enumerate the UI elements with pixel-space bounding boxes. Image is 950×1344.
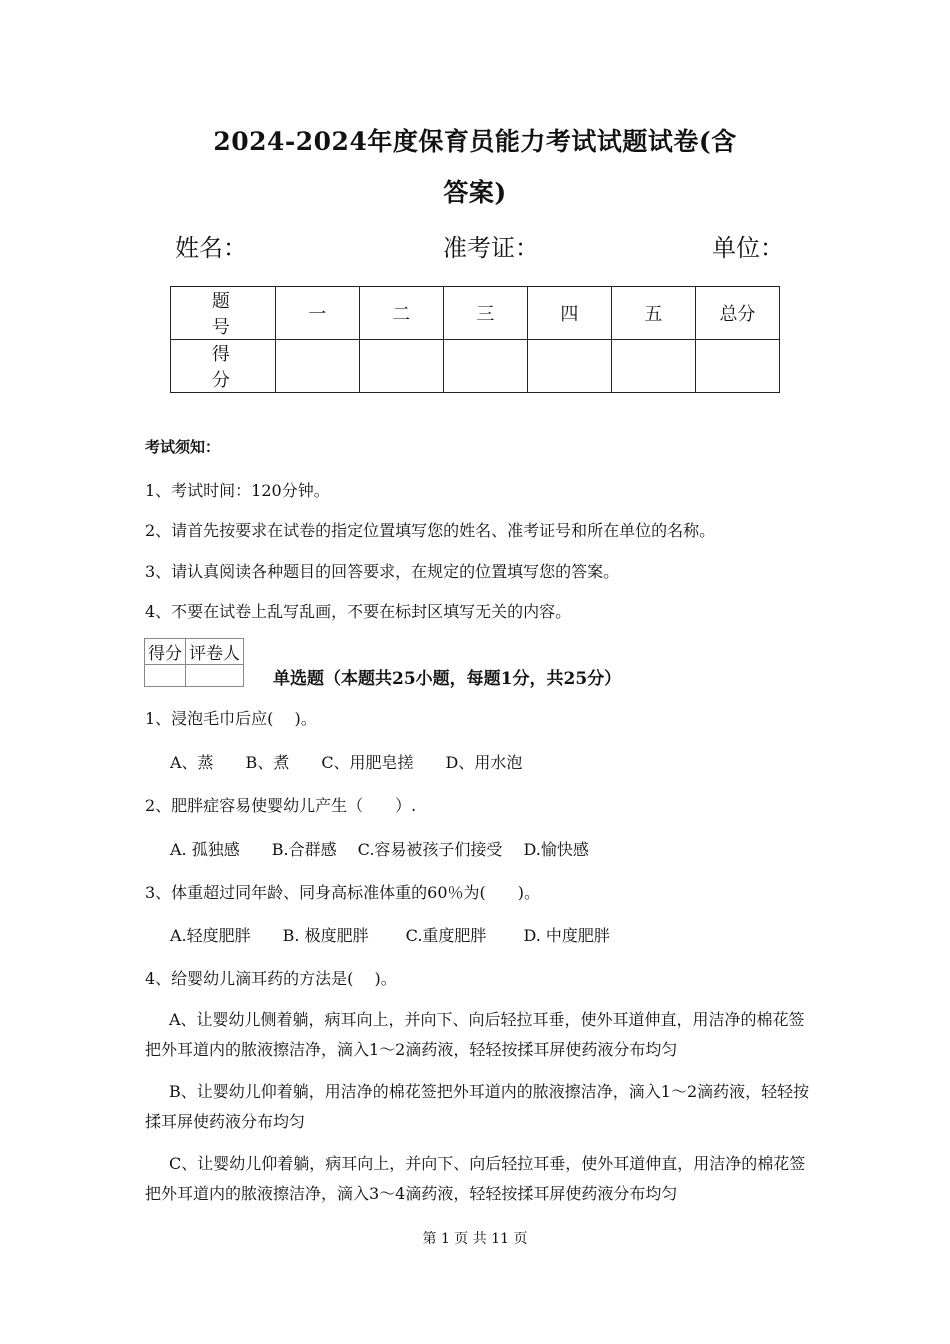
question-4-option-b: B、让婴幼儿仰着躺，用洁净的棉花签把外耳道内的脓液擦洁净，滴入1～2滴药液，轻轻按揉耳屏使药液分布均匀 [145, 1082, 810, 1131]
question-1-options: A、蒸 B、煮 C、用肥皂搓 D、用水泡 [170, 753, 523, 772]
score-row-label: 得 分 [171, 340, 276, 393]
score-cell[interactable] [443, 340, 527, 393]
grader-box [144, 638, 244, 687]
unit-label: 单位： [712, 234, 784, 262]
grader-reviewer-label: 评卷人 [186, 639, 244, 665]
question-4: 4、给婴幼儿滴耳药的方法是( )。 [145, 969, 397, 988]
notice-item: 3、请认真阅读各种题目的回答要求，在规定的位置填写您的答案。 [145, 562, 620, 581]
question-2-options: A. 孤独感 B.合群感 C.容易被孩子们接受 D.愉快感 [170, 840, 589, 859]
score-table-score-row [171, 340, 780, 393]
page-title-continued: 答案) [443, 178, 507, 207]
score-header-cell: 五 [611, 287, 695, 340]
page-footer: 第 1 页 共 11 页 [422, 1231, 528, 1247]
section-title: 单选题（本题共25小题，每题1分，共25分） [273, 669, 622, 689]
score-table-header-row [171, 287, 780, 340]
grader-score-label: 得分 [145, 639, 186, 665]
score-header-cell: 总分 [695, 287, 779, 340]
score-header-cell: 三 [443, 287, 527, 340]
score-header-cell: 四 [527, 287, 611, 340]
question-3: 3、体重超过同年龄、同身高标准体重的60％为( )。 [145, 883, 541, 902]
question-2: 2、肥胖症容易使婴幼儿产生（ ）. [145, 796, 417, 815]
grader-score-cell[interactable] [145, 665, 186, 687]
question-4-option-c: C、让婴幼儿仰着躺，病耳向上，并向下、向后轻拉耳垂，使外耳道伸直，用洁净的棉花签把外耳道内的脓液擦洁净，滴入3～4滴药液，轻轻按揉耳屏使药液分布均匀 [145, 1154, 806, 1203]
notice-item: 4、不要在试卷上乱写乱画，不要在标封区填写无关的内容。 [145, 602, 572, 621]
score-header-cell: 一 [275, 287, 359, 340]
question-4-option-a: A、让婴幼儿侧着躺，病耳向上，并向下、向后轻拉耳垂，使外耳道伸直，用洁净的棉花签把外耳道内的脓液擦洁净，滴入1～2滴药液，轻轻按揉耳屏使药液分布均匀 [145, 1010, 805, 1059]
question-3-options: A.轻度肥胖 B. 极度肥胖 C.重度肥胖 D. 中度肥胖 [170, 926, 610, 945]
score-header-cell: 二 [359, 287, 443, 340]
exam-id-label: 准考证： [443, 234, 539, 262]
score-cell[interactable] [695, 340, 779, 393]
candidate-info [175, 228, 785, 264]
score-cell[interactable] [359, 340, 443, 393]
score-header-cell: 题 号 [171, 287, 276, 340]
notice-heading: 考试须知： [145, 438, 221, 456]
question-1: 1、浸泡毛巾后应( )。 [145, 709, 317, 728]
notice-item: 2、请首先按要求在试卷的指定位置填写您的姓名、准考证号和所在单位的名称。 [145, 521, 716, 540]
score-cell[interactable] [527, 340, 611, 393]
page-title: 2024-2024年度保育员能力考试试题试卷(含 [213, 127, 737, 156]
notice-item: 1、考试时间：120分钟。 [145, 481, 330, 500]
score-cell[interactable] [611, 340, 695, 393]
score-table [170, 286, 780, 393]
name-label: 姓名： [175, 234, 247, 262]
grader-reviewer-cell[interactable] [186, 665, 244, 687]
